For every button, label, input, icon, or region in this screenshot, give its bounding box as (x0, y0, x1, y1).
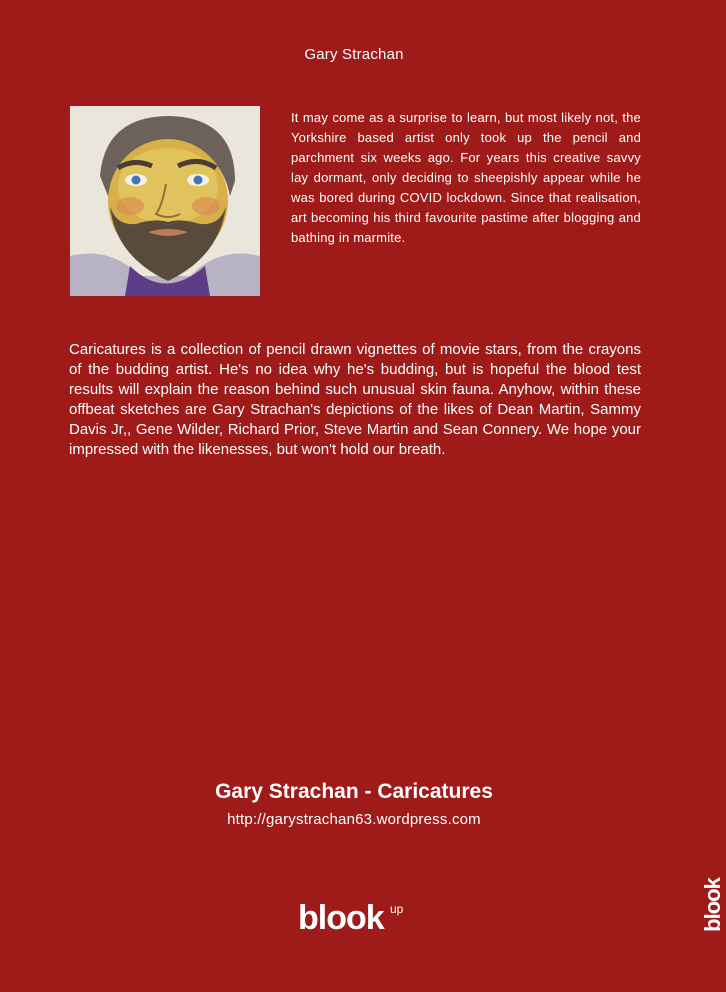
author-name: Gary Strachan (304, 46, 404, 63)
publisher-logo-word: blook (298, 899, 384, 937)
spine-logo (698, 870, 726, 940)
book-description: Caricatures is a collection of pencil drawn vignettes of movie stars, from the crayons of the budding artist. He's no idea why he's budding, but is hopeful the blood test results will explain the reason behind such unusual skin fauna. Anyhow, within these offbeat sketches are Gary Strachan's depictions of the likes of Dean Martin, Sammy Davis Jr,, Gene Wilder, Richard Prior, Steve Martin and Sean Connery. We hope your impressed with the likenesses, but won't hold our breath. (69, 341, 641, 458)
author-website-url[interactable]: http://garystrachan63.wordpress.com (227, 811, 481, 828)
publisher-logo-sup: up (390, 902, 404, 916)
author-bio: It may come as a surprise to learn, but most likely not, the Yorkshire based artist only took up the pencil and parchment six weeks ago. For years this creative savvy lay dormant, only deciding to sheepishly appear while he was bored during COVID lockdown. Since that realisation, art becoming his third favourite pastime after blogging and bathing in marmite. (291, 110, 641, 245)
book-title: Gary Strachan - Caricatures (215, 780, 493, 803)
author-portrait (70, 106, 260, 296)
spine-logo-word: blook (700, 878, 725, 932)
portrait-drawing (70, 106, 260, 296)
